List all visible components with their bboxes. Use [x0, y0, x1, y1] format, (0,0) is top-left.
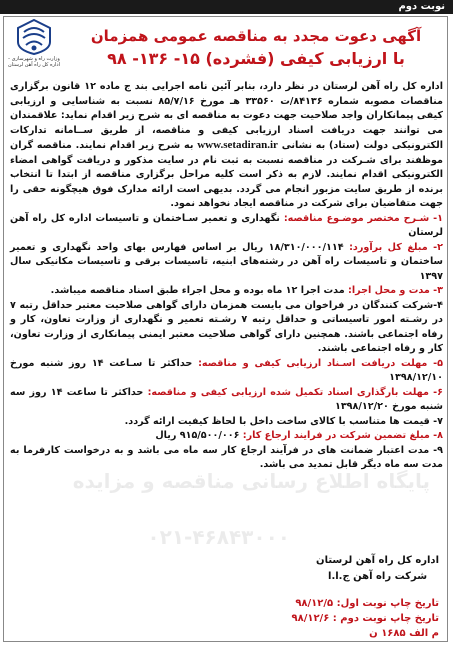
item-5: ۵- مهلت دریافت اسـناد ارزیابی کیفی و مناقصه: حداکثر تا سـاعت ۱۴ روز شنبه مورخ ۱۳۹۸/۱۲/۱۰	[10, 357, 443, 383]
signature-company: شرکت راه آهن ج.ا.ا	[328, 571, 428, 582]
watermark-phone: ۰۲۱-۴۶۸۴۳۰۰۰	[147, 525, 290, 549]
second-print-date: تاریخ چاپ نوبت دوم : ۹۸/۱۲/۶	[291, 613, 439, 624]
setad-link[interactable]: www.setadiran.ir	[197, 139, 278, 151]
intro-paragraph: اداره کل راه آهن لرستان در نظر دارد، بنابر آئین نامه اجرایی بند ج ماده ۱۲ قانون برگزاری مناقصات مصوبه شماره ۸۴۱۳۶/ت ۳۳۵۶۰ هـ مورخ ۸۵/۷/۱۶ نسبت به شناسایی و ارزیابی کیفی پیمانکاران واجد صلاحیت جهت دعوت به مناقصه ای به شرح زیر اقدام نماید: علاقمندان می توانند جهت دریافت اسناد ارزیابی کیفی و مناقصه، از طریق ســامانه تدارکات الکترونیکی دولت (ستاد) به نشانی www.setadiran.ir به شرح زیر اقدام نمایند. مناقصه گران موظفند برای شـرکت در مناقصه نسبت به ثبت نام در سایت مذکور و دریافت گواهی امضاء الکترونیکی اقدام نمایند. لازم به ذکر است کلیه مراحل برگزاری مناقصه از ابتدا تا انتخاب برنده از طریق سایت مزبور انجام می گردد. بدیهی است ارائه مدارک فوق هیچگونه حقی را جهت متقاضیان برای شرکت در مناقصه ایجاد نخواهد نمود.	[10, 81, 444, 209]
railway-logo	[6, 18, 62, 70]
item-9: ۹- مدت اعتبار ضمانت های در فرآیند ارجاع کار سه ماه می باشد و به درخواست کارفرما به مدت سه ماه دیگر قابل تمدید می باشد.	[10, 444, 443, 470]
watermark-text: پایگاه اطلاع رسانی مناقصه و مزایده	[72, 469, 430, 493]
item-3: ۳- مدت و محل اجرا: مدت اجرا ۱۲ ماه بوده و محل اجراء طبق اسناد مناقصه میباشد.	[50, 285, 443, 296]
logo-caption: وزارت راه و شهرسازی - اداره کل راه آهن لرستان	[8, 56, 60, 68]
item-7: ۷- قیمت ها متناسب با کالای ساخت داخل با لحاظ کیفیت ارائه گردد.	[124, 415, 443, 427]
ad-title: آگهی دعوت مجدد به مناقصه عمومی همزمان	[90, 27, 422, 45]
header-band	[0, 0, 453, 14]
signature-org: اداره کل راه آهن لرستان	[316, 555, 439, 566]
item-6: ۶- مهلت بارگذاری اسناد تکمیل شده ارزیابی کیفی و مناقصه: حداکثر تا ساعت ۱۴ روز سه شنبه مورخ ۱۳۹۸/۱۲/۲۰	[10, 386, 443, 412]
first-print-date: تاریخ چاپ نوبت اول: ۹۸/۱۲/۵	[295, 598, 439, 609]
print-dates	[291, 596, 439, 641]
header-label: نوبت دوم	[398, 1, 445, 12]
ad-code: م الف ۱۶۸۵ ن	[369, 628, 439, 639]
item-1: ۱- شـرح مختصر موضـوع مناقصه: نگهداری و تعمیر سـاختمان و تاسیسات اداره کل راه آهن لرستان	[10, 212, 443, 238]
ad-subtitle: با ارزیابی کیفی (فشرده) ۱۵- ۱۳۶- ۹۸	[107, 49, 405, 68]
item-8: ۸- مبلغ تضمین شرکت در فرایند ارجاع کار: ۹۱۵/۵۰۰/۰۰۶ ریال	[155, 430, 443, 441]
item-2: ۲- مبلغ کل برآورد: ۱۸/۳۱۰/۰۰۰/۱۱۴ ریال بر اساس فهارس بهای واحد نگهداری و تعمیر ساختمان و تاسیسات راه آهن در رشته‌های ابنیه، تاسیسات برقی و تاسیسات مکانیکی سال ۱۳۹۷	[10, 241, 443, 282]
item-4: ۴-شرکت کنندگان در فراخوان می بایست همزمان دارای گواهی صلاحیت معتبر حداقل رتبه ۷ در رشـته امور تاسیساتی و حداقل رتبه ۷ رشـته تعمیر و نگهداری از وزارت تعاون، کار و رفاه اجتماعی باشند. همچنین دارای گواهی صلاحیت معتبر ایمنی پیمانکاری از وزارت تعاون، کار و رفاه اجتماعی باشند.	[10, 299, 443, 354]
ad-body	[10, 80, 443, 473]
railway-emblem-icon	[14, 18, 54, 56]
signature-block	[316, 553, 439, 585]
